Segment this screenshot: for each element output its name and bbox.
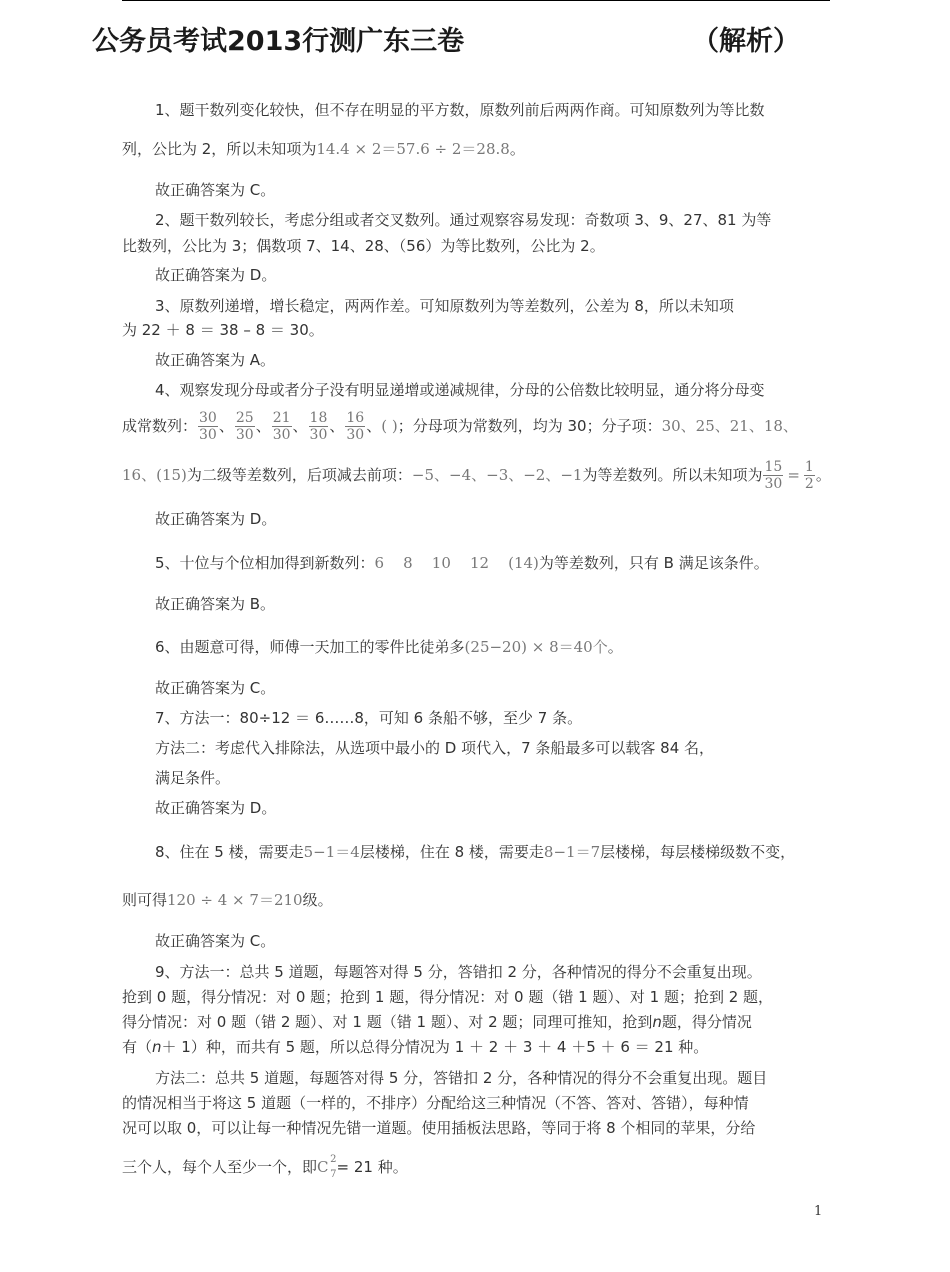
q4-result-simplified: $\frac{1}{2}$ — [804, 459, 814, 492]
q9-m2-line3: 况可以取 0，可以让每一种情况先错一道题。使用插板法思路，等同于将 8 个相同的苹果，分给 — [122, 1119, 756, 1137]
q8-formula2: 8−1＝7 — [543, 843, 601, 861]
q7-line1: 7、方法一：80÷12 ＝ 6……8，可知 6 条船不够，至少 7 条。 — [155, 709, 583, 727]
q1-answer: 故正确答案为 C。 — [155, 181, 276, 199]
q4-line2: 成常数列： $\frac{30}{30}$ 、 $\frac{25}{30}$ 、 $\frac{21}{30}$ 、 $\frac{18}{30}$ 、 $\frac{16}{30}$ 、( )；分母项为常数列，均为 30；分子项：30、25、21、18、 — [122, 410, 798, 443]
q7-answer: 故正确答案为 D。 — [155, 799, 277, 817]
q8-line2: 则可得120 ÷ 4 × 7＝210级。 — [122, 891, 333, 909]
q4-result-fraction: $\frac{15}{30}$ — [764, 459, 783, 492]
combination-symbol: C 2 7 — [317, 1154, 337, 1180]
q7-line3: 满足条件。 — [155, 769, 231, 787]
q4-numerator-list: 30、25、21、18、 — [661, 417, 798, 435]
q5-sequence: 6 8 10 12 (14) — [374, 554, 539, 572]
q4-blank: ( ) — [381, 417, 398, 435]
q9-m1-line4: 有（n＋ 1）种，而共有 5 题，所以总得分情况为 1 ＋ 2 ＋ 3 ＋ 4 ＋5 ＋ 6 ＝ 21 种。 — [122, 1038, 709, 1056]
q2-line2: 比数列，公比为 3；偶数项 7、14、28、（56）为等比数列，公比为 2。 — [122, 237, 605, 255]
q9-m1-line1: 9、方法一：总共 5 道题，每题答对得 5 分，答错扣 2 分，各种情况的得分不会重复出现。 — [155, 963, 762, 981]
q4-fraction: $\frac{21}{30}$ — [272, 410, 291, 443]
q5-answer: 故正确答案为 B。 — [155, 595, 276, 613]
analysis-tag: （解析） — [692, 26, 800, 57]
q1-line2: 列，公比为 2，所以未知项为14.4 × 2＝57.6 ÷ 2＝28.8。 — [122, 140, 525, 158]
q4-line3-numbers: 16、(15) — [122, 466, 187, 484]
q4-difference-list: −5、−4、−3、−2、−1 — [411, 466, 583, 484]
q3-line2: 为 22 ＋ 8 ＝ 38 – 8 ＝ 30。 — [122, 321, 324, 339]
q9-m1-line2: 抢到 0 题，得分情况：对 0 题；抢到 1 题，得分情况：对 0 题（错 1 题）、对 1 题；抢到 2 题， — [122, 988, 774, 1006]
q9-m2-line2: 的情况相当于将这 5 道题（一样的，不排序）分配给这三种情况（不答、答对、答错），每种情 — [122, 1094, 749, 1112]
q3-line1: 3、原数列递增，增长稳定，两两作差。可知原数列为等差数列，公差为 8，所以未知项 — [155, 297, 734, 315]
q8-answer: 故正确答案为 C。 — [155, 932, 276, 950]
q4-fraction: $\frac{18}{30}$ — [309, 410, 328, 443]
q6-answer: 故正确答案为 C。 — [155, 679, 276, 697]
top-rule — [122, 0, 830, 1]
q4-fraction: $\frac{16}{30}$ — [346, 410, 365, 443]
q8-formula3: 120 ÷ 4 × 7＝210 — [167, 891, 303, 909]
q9-m2-line4: 三个人，每个人至少一个，即C 2 7 = 21 种。 — [122, 1154, 408, 1180]
q8-formula1: 5−1＝4 — [303, 843, 360, 861]
q3-answer: 故正确答案为 A。 — [155, 351, 276, 369]
q9-m2-line1: 方法二：总共 5 道题，每题答对得 5 分，答错扣 2 分，各种情况的得分不会重复出现。题目 — [155, 1069, 768, 1087]
q2-answer: 故正确答案为 D。 — [155, 266, 277, 284]
q6-line1: 6、由题意可得，师傅一天加工的零件比徒弟多(25−20) × 8＝40个。 — [155, 638, 623, 656]
q4-line3: 16、(15)为二级等差数列，后项减去前项：−5、−4、−3、−2、−1为等差数列。所以未知项为 $\frac{15}{30}$ = $\frac{1}{2}$ 。 — [122, 459, 831, 492]
q2-line1: 2、题干数列较长，考虑分组或者交叉数列。通过观察容易发现：奇数项 3、9、27、81 为等 — [155, 211, 772, 229]
q4-fraction-list: $\frac{30}{30}$ 、 $\frac{25}{30}$ 、 $\frac{21}{30}$ 、 $\frac{18}{30}$ 、 $\frac{16}{30}$ 、 — [199, 410, 382, 443]
q1-line1: 1、题干数列变化较快，但不存在明显的平方数，原数列前后两两作商。可知原数列为等比数 — [155, 101, 765, 119]
q5-line1: 5、十位与个位相加得到新数列：6 8 10 12 (14)为等差数列，只有 B 满足该条件。 — [155, 554, 769, 572]
q8-line1: 8、住在 5 楼，需要走5−1＝4层楼梯，住在 8 楼，需要走8−1＝7层楼梯，每层楼梯级数不变， — [155, 843, 796, 861]
q7-line2: 方法二：考虑代入排除法，从选项中最小的 D 项代入，7 条船最多可以载客 84 名， — [155, 739, 715, 757]
q4-answer: 故正确答案为 D。 — [155, 510, 277, 528]
page-number: 1 — [814, 1204, 823, 1219]
q6-formula: (25−20) × 8＝40个 — [464, 638, 608, 656]
q1-formula: 14.4 × 2＝57.6 ÷ 2＝28.8 — [316, 140, 510, 158]
q4-fraction: $\frac{30}{30}$ — [199, 410, 217, 443]
page-title: 公务员考试2013行测广东三卷 — [92, 26, 465, 57]
q9-m1-line3: 得分情况：对 0 题（错 2 题）、对 1 题（错 1 题）、对 2 题；同理可推知，抢到n题，得分情况 — [122, 1013, 752, 1031]
q4-fraction: $\frac{25}{30}$ — [235, 410, 254, 443]
q4-line1: 4、观察发现分母或者分子没有明显递增或递减规律，分母的公倍数比较明显，通分将分母变 — [155, 381, 765, 399]
